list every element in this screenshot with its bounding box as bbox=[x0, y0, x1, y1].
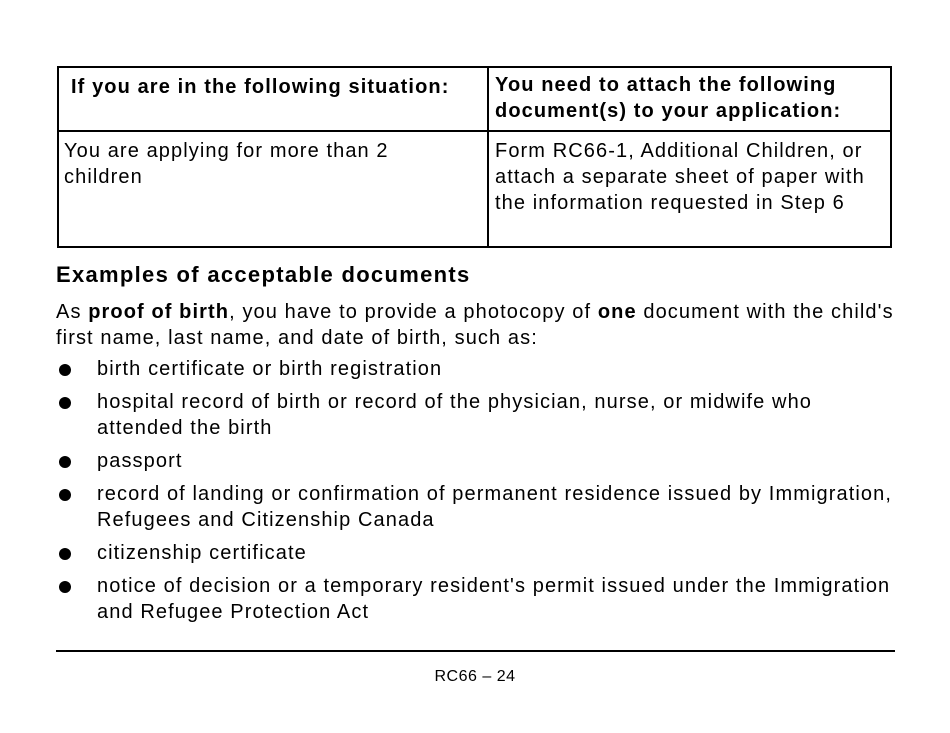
bullet-icon bbox=[59, 456, 71, 468]
intro-bold-one: one bbox=[597, 301, 637, 323]
section-heading: Examples of acceptable documents bbox=[56, 262, 471, 287]
bullet-icon bbox=[59, 397, 71, 409]
bullet-icon bbox=[59, 364, 71, 376]
footer-divider bbox=[56, 650, 895, 652]
list-item bbox=[56, 481, 896, 533]
list-item-text: citizenship certificate bbox=[97, 542, 307, 564]
table-bottom-border bbox=[59, 246, 890, 248]
table-cell-situation: You are applying for more than 2 children bbox=[64, 140, 389, 188]
table-cell-documents: Form RC66-1, Additional Children, or attach a separate sheet of paper with the information requested in Step 6 bbox=[495, 140, 865, 214]
table-header-divider bbox=[59, 130, 890, 132]
requirements-table bbox=[57, 66, 892, 248]
list-item bbox=[56, 540, 896, 566]
table-column-divider bbox=[487, 68, 489, 248]
bullet-icon bbox=[59, 489, 71, 501]
table-header-situation: If you are in the following situation: bbox=[71, 76, 450, 98]
intro-text-start: As bbox=[56, 301, 89, 323]
intro-text-middle: , you have to provide a photocopy of bbox=[229, 301, 598, 323]
intro-text-end: document with the child's first name, last name, and date of birth, such as: bbox=[56, 301, 894, 349]
list-item bbox=[56, 356, 896, 382]
bullet-icon bbox=[59, 548, 71, 560]
intro-bold-proof-of-birth: proof of birth bbox=[88, 301, 230, 323]
list-item bbox=[56, 389, 896, 441]
list-item bbox=[56, 573, 896, 625]
page-number: RC66 – 24 bbox=[434, 668, 516, 685]
bullet-icon bbox=[59, 581, 71, 593]
list-item-text: birth certificate or birth registration bbox=[97, 358, 443, 380]
list-item-text: passport bbox=[97, 450, 183, 472]
list-item bbox=[56, 448, 896, 474]
intro-paragraph bbox=[56, 299, 896, 351]
list-item-text: record of landing or confirmation of permanent residence issued by Immigration, Refugees and Citizenship Canada bbox=[97, 483, 893, 531]
list-item-text: notice of decision or a temporary resident's permit issued under the Immigration and Refugee Protection Act bbox=[97, 575, 891, 623]
document-examples-list bbox=[56, 356, 896, 625]
list-item-text: hospital record of birth or record of the physician, nurse, or midwife who attended the birth bbox=[97, 391, 813, 439]
table-header-documents: You need to attach the following document(s) to your application: bbox=[495, 74, 842, 122]
